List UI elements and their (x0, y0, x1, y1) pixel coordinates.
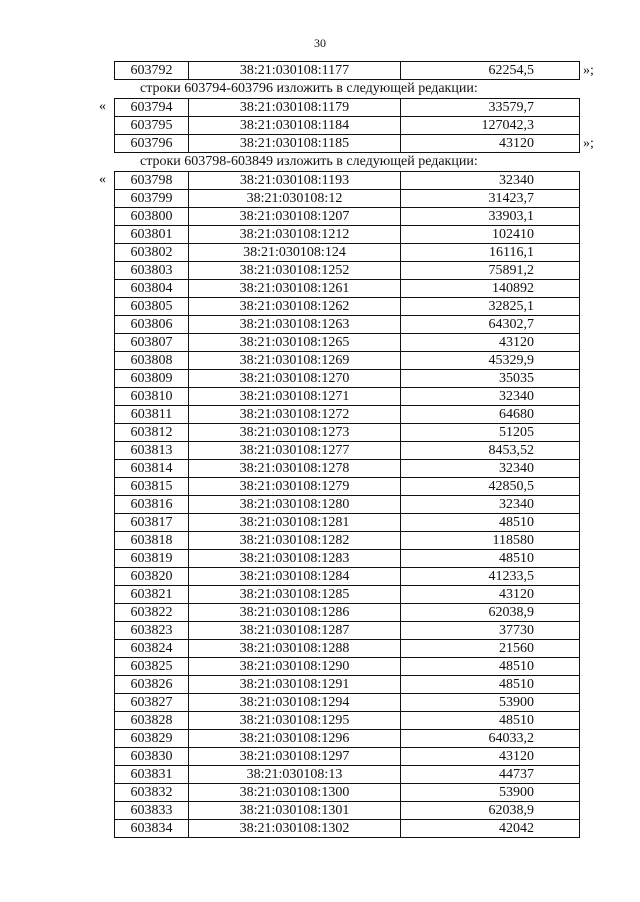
value-cell: 32340 (401, 172, 580, 190)
cadastral-number-cell: 38:21:030108:1301 (189, 802, 401, 820)
cadastral-number-cell: 38:21:030108:1281 (189, 514, 401, 532)
value-cell: 32825,1 (401, 298, 580, 316)
cadastral-number-cell: 38:21:030108:1261 (189, 280, 401, 298)
row-number-cell: 603826 (115, 676, 189, 694)
cadastral-table (114, 61, 580, 80)
row-number-cell: 603802 (115, 244, 189, 262)
table-row (115, 802, 580, 820)
table-row (115, 316, 580, 334)
row-number-cell: 603796 (115, 135, 189, 153)
row-number-cell: 603809 (115, 370, 189, 388)
cadastral-number-cell: 38:21:030108:1300 (189, 784, 401, 802)
value-cell: 62038,9 (401, 604, 580, 622)
document-body (0, 61, 640, 838)
opening-quote-mark: « (99, 99, 106, 114)
value-cell: 32340 (401, 460, 580, 478)
table-row (115, 748, 580, 766)
row-number-cell: 603814 (115, 460, 189, 478)
row-number-cell: 603805 (115, 298, 189, 316)
table-row (115, 208, 580, 226)
table-row (115, 784, 580, 802)
value-cell: 62254,5 (401, 62, 580, 80)
table-row (115, 117, 580, 135)
table-row (115, 442, 580, 460)
cadastral-number-cell: 38:21:030108:1177 (189, 62, 401, 80)
cadastral-number-cell: 38:21:030108:1284 (189, 568, 401, 586)
row-number-cell: 603833 (115, 802, 189, 820)
row-number-cell: 603818 (115, 532, 189, 550)
cadastral-number-cell: 38:21:030108:1265 (189, 334, 401, 352)
table-row (115, 658, 580, 676)
row-number-cell: 603829 (115, 730, 189, 748)
value-cell: 43120 (401, 586, 580, 604)
value-cell: 31423,7 (401, 190, 580, 208)
value-cell: 48510 (401, 676, 580, 694)
value-cell: 127042,3 (401, 117, 580, 135)
table-row (115, 460, 580, 478)
row-number-cell: 603794 (115, 99, 189, 117)
cadastral-number-cell: 38:21:030108:1184 (189, 117, 401, 135)
table-row (115, 62, 580, 80)
table-row (115, 766, 580, 784)
table-row (115, 406, 580, 424)
row-number-cell: 603832 (115, 784, 189, 802)
row-number-cell: 603795 (115, 117, 189, 135)
cadastral-number-cell: 38:21:030108:1252 (189, 262, 401, 280)
value-cell: 8453,52 (401, 442, 580, 460)
table-row (115, 586, 580, 604)
row-number-cell: 603823 (115, 622, 189, 640)
value-cell: 53900 (401, 784, 580, 802)
value-cell: 48510 (401, 658, 580, 676)
amendment-block (0, 98, 640, 153)
cadastral-number-cell: 38:21:030108:1283 (189, 550, 401, 568)
cadastral-number-cell: 38:21:030108:1288 (189, 640, 401, 658)
cadastral-number-cell: 38:21:030108:1280 (189, 496, 401, 514)
table-row (115, 532, 580, 550)
value-cell: 64302,7 (401, 316, 580, 334)
row-number-cell: 603807 (115, 334, 189, 352)
value-cell: 32340 (401, 496, 580, 514)
table-row (115, 496, 580, 514)
table-row (115, 514, 580, 532)
cadastral-number-cell: 38:21:030108:1290 (189, 658, 401, 676)
value-cell: 35035 (401, 370, 580, 388)
table-row (115, 820, 580, 838)
row-number-cell: 603822 (115, 604, 189, 622)
cadastral-number-cell: 38:21:030108:1262 (189, 298, 401, 316)
table-row (115, 99, 580, 117)
value-cell: 53900 (401, 694, 580, 712)
row-number-cell: 603819 (115, 550, 189, 568)
cadastral-number-cell: 38:21:030108:1179 (189, 99, 401, 117)
value-cell: 102410 (401, 226, 580, 244)
table-row (115, 640, 580, 658)
row-number-cell: 603820 (115, 568, 189, 586)
table-row (115, 226, 580, 244)
cadastral-number-cell: 38:21:030108:1278 (189, 460, 401, 478)
value-cell: 140892 (401, 280, 580, 298)
value-cell: 41233,5 (401, 568, 580, 586)
cadastral-number-cell: 38:21:030108:1273 (189, 424, 401, 442)
value-cell: 43120 (401, 748, 580, 766)
value-cell: 42042 (401, 820, 580, 838)
row-number-cell: 603828 (115, 712, 189, 730)
value-cell: 42850,5 (401, 478, 580, 496)
row-number-cell: 603825 (115, 658, 189, 676)
row-number-cell: 603831 (115, 766, 189, 784)
value-cell: 37730 (401, 622, 580, 640)
cadastral-number-cell: 38:21:030108:1279 (189, 478, 401, 496)
row-number-cell: 603792 (115, 62, 189, 80)
row-number-cell: 603821 (115, 586, 189, 604)
row-number-cell: 603812 (115, 424, 189, 442)
cadastral-table (114, 171, 580, 838)
row-number-cell: 603800 (115, 208, 189, 226)
cadastral-number-cell: 38:21:030108:1277 (189, 442, 401, 460)
row-number-cell: 603817 (115, 514, 189, 532)
table-row (115, 280, 580, 298)
opening-quote-mark: « (99, 172, 106, 187)
cadastral-number-cell: 38:21:030108:1296 (189, 730, 401, 748)
cadastral-number-cell: 38:21:030108:1269 (189, 352, 401, 370)
cadastral-number-cell: 38:21:030108:1263 (189, 316, 401, 334)
amendment-instruction: строки 603794-603796 изложить в следующей редакции: (140, 81, 478, 96)
row-number-cell: 603798 (115, 172, 189, 190)
table-row (115, 172, 580, 190)
cadastral-number-cell: 38:21:030108:1271 (189, 388, 401, 406)
cadastral-number-cell: 38:21:030108:1286 (189, 604, 401, 622)
table-row (115, 298, 580, 316)
cadastral-number-cell: 38:21:030108:124 (189, 244, 401, 262)
value-cell: 33903,1 (401, 208, 580, 226)
value-cell: 64033,2 (401, 730, 580, 748)
table-row (115, 370, 580, 388)
table-row (115, 388, 580, 406)
table-row (115, 262, 580, 280)
cadastral-number-cell: 38:21:030108:1207 (189, 208, 401, 226)
table-row (115, 352, 580, 370)
value-cell: 43120 (401, 334, 580, 352)
cadastral-number-cell: 38:21:030108:1295 (189, 712, 401, 730)
row-number-cell: 603824 (115, 640, 189, 658)
closing-quote-mark: »; (583, 63, 594, 78)
value-cell: 48510 (401, 514, 580, 532)
amendment-block (0, 61, 640, 80)
row-number-cell: 603799 (115, 190, 189, 208)
cadastral-number-cell: 38:21:030108:1272 (189, 406, 401, 424)
value-cell: 118580 (401, 532, 580, 550)
value-cell: 21560 (401, 640, 580, 658)
table-row (115, 135, 580, 153)
row-number-cell: 603801 (115, 226, 189, 244)
table-row (115, 622, 580, 640)
value-cell: 48510 (401, 712, 580, 730)
row-number-cell: 603804 (115, 280, 189, 298)
row-number-cell: 603827 (115, 694, 189, 712)
table-row (115, 568, 580, 586)
row-number-cell: 603813 (115, 442, 189, 460)
value-cell: 33579,7 (401, 99, 580, 117)
table-row (115, 478, 580, 496)
row-number-cell: 603815 (115, 478, 189, 496)
row-number-cell: 603816 (115, 496, 189, 514)
table-row (115, 604, 580, 622)
amendment-instruction: строки 603798-603849 изложить в следующей редакции: (140, 154, 478, 169)
table-row (115, 712, 580, 730)
cadastral-number-cell: 38:21:030108:1212 (189, 226, 401, 244)
value-cell: 32340 (401, 388, 580, 406)
row-number-cell: 603806 (115, 316, 189, 334)
row-number-cell: 603834 (115, 820, 189, 838)
table-row (115, 334, 580, 352)
cadastral-number-cell: 38:21:030108:1270 (189, 370, 401, 388)
table-row (115, 244, 580, 262)
row-number-cell: 603830 (115, 748, 189, 766)
cadastral-number-cell: 38:21:030108:1193 (189, 172, 401, 190)
cadastral-number-cell: 38:21:030108:1302 (189, 820, 401, 838)
value-cell: 48510 (401, 550, 580, 568)
table-row (115, 190, 580, 208)
value-cell: 64680 (401, 406, 580, 424)
table-row (115, 550, 580, 568)
cadastral-number-cell: 38:21:030108:1294 (189, 694, 401, 712)
row-number-cell: 603811 (115, 406, 189, 424)
value-cell: 51205 (401, 424, 580, 442)
cadastral-number-cell: 38:21:030108:1287 (189, 622, 401, 640)
cadastral-number-cell: 38:21:030108:12 (189, 190, 401, 208)
table-row (115, 730, 580, 748)
row-number-cell: 603808 (115, 352, 189, 370)
closing-quote-mark: »; (583, 136, 594, 151)
value-cell: 62038,9 (401, 802, 580, 820)
cadastral-number-cell: 38:21:030108:1282 (189, 532, 401, 550)
row-number-cell: 603810 (115, 388, 189, 406)
value-cell: 43120 (401, 135, 580, 153)
table-row (115, 676, 580, 694)
table-row (115, 424, 580, 442)
cadastral-number-cell: 38:21:030108:1291 (189, 676, 401, 694)
cadastral-number-cell: 38:21:030108:13 (189, 766, 401, 784)
page-number: 30 (314, 36, 326, 50)
value-cell: 75891,2 (401, 262, 580, 280)
cadastral-number-cell: 38:21:030108:1285 (189, 586, 401, 604)
row-number-cell: 603803 (115, 262, 189, 280)
table-row (115, 694, 580, 712)
value-cell: 44737 (401, 766, 580, 784)
amendment-block (0, 171, 640, 838)
cadastral-table (114, 98, 580, 153)
cadastral-number-cell: 38:21:030108:1185 (189, 135, 401, 153)
cadastral-number-cell: 38:21:030108:1297 (189, 748, 401, 766)
value-cell: 16116,1 (401, 244, 580, 262)
value-cell: 45329,9 (401, 352, 580, 370)
